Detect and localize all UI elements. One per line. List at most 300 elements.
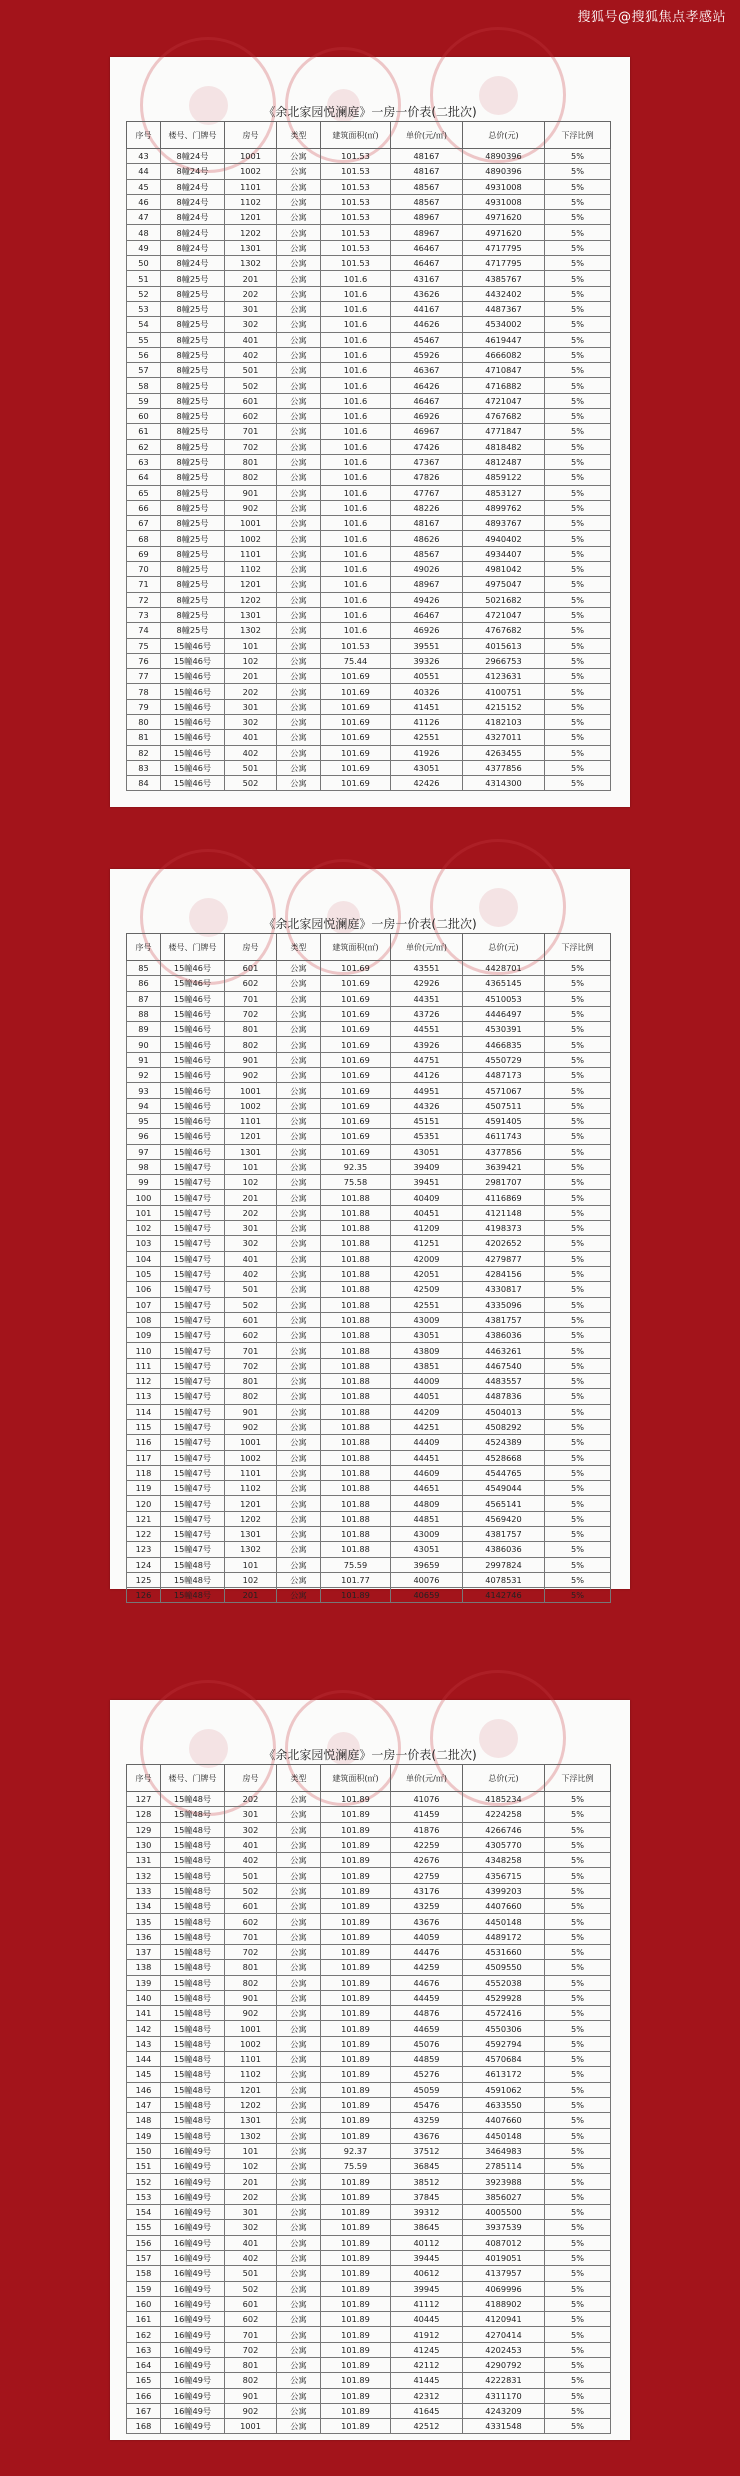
col-room-cell: 501 — [225, 1282, 277, 1297]
col-total-price-cell: 4529928 — [463, 1990, 545, 2005]
col-room-header: 房号 — [225, 1765, 277, 1792]
table-row — [127, 2419, 611, 2434]
col-unit-price-cell: 48567 — [391, 179, 463, 194]
col-area-cell: 101.89 — [321, 2052, 391, 2067]
col-building-cell: 8幢25号 — [161, 607, 225, 622]
col-type-cell: 公寓 — [277, 1159, 321, 1174]
col-area-cell: 101.88 — [321, 1343, 391, 1358]
col-seq-cell: 101 — [127, 1205, 161, 1220]
col-discount-cell: 5% — [545, 607, 611, 622]
table-row — [127, 2159, 611, 2174]
col-unit-price-cell: 43551 — [391, 961, 463, 976]
col-area-cell: 101.53 — [321, 638, 391, 653]
col-seq-cell: 116 — [127, 1435, 161, 1450]
col-seq-cell: 74 — [127, 623, 161, 638]
col-room-cell: 601 — [225, 1312, 277, 1327]
col-type-cell: 公寓 — [277, 546, 321, 561]
col-unit-price-cell: 47767 — [391, 485, 463, 500]
col-building-cell: 15幢47号 — [161, 1236, 225, 1251]
col-total-price-cell: 4467540 — [463, 1358, 545, 1373]
col-building-cell: 8幢25号 — [161, 347, 225, 362]
col-seq-cell: 105 — [127, 1266, 161, 1281]
table-row — [127, 1960, 611, 1975]
col-total-price-cell: 4224258 — [463, 1807, 545, 1822]
table-row — [127, 210, 611, 225]
col-room-cell: 1301 — [225, 607, 277, 622]
table-row — [127, 225, 611, 240]
col-seq-cell: 91 — [127, 1052, 161, 1067]
col-seq-cell: 167 — [127, 2403, 161, 2418]
col-unit-price-cell: 43809 — [391, 1343, 463, 1358]
col-area-cell: 101.89 — [321, 1822, 391, 1837]
col-unit-price-cell: 44951 — [391, 1083, 463, 1098]
col-type-cell: 公寓 — [277, 1175, 321, 1190]
col-total-price-cell: 4078531 — [463, 1572, 545, 1587]
col-total-price-cell: 4450148 — [463, 2128, 545, 2143]
col-total-price-cell: 4116869 — [463, 1190, 545, 1205]
col-total-price-cell: 4019051 — [463, 2250, 545, 2265]
col-area-cell: 101.6 — [321, 286, 391, 301]
table-row — [127, 500, 611, 515]
col-discount-cell: 5% — [545, 516, 611, 531]
col-type-cell: 公寓 — [277, 1190, 321, 1205]
col-unit-price-cell: 48626 — [391, 531, 463, 546]
col-area-cell: 101.6 — [321, 577, 391, 592]
table-title: 《余北家园悦澜庭》一房一价表(二批次) — [263, 105, 477, 119]
col-seq-cell: 51 — [127, 271, 161, 286]
col-building-cell: 15幢47号 — [161, 1481, 225, 1496]
col-room-cell: 102 — [225, 2159, 277, 2174]
table-row — [127, 2266, 611, 2281]
col-total-price-cell: 4432402 — [463, 286, 545, 301]
col-unit-price-cell: 44167 — [391, 301, 463, 316]
price-table — [126, 933, 611, 1603]
col-seq-cell: 83 — [127, 760, 161, 775]
table-row — [127, 1129, 611, 1144]
table-row — [127, 1914, 611, 1929]
col-type-cell: 公寓 — [277, 470, 321, 485]
col-room-cell: 902 — [225, 1419, 277, 1434]
table-row — [127, 1853, 611, 1868]
col-room-cell: 1302 — [225, 256, 277, 271]
col-unit-price-cell: 37512 — [391, 2143, 463, 2158]
col-building-cell: 15幢48号 — [161, 2067, 225, 2082]
col-seq-cell: 49 — [127, 240, 161, 255]
col-type-cell: 公寓 — [277, 1068, 321, 1083]
col-building-cell: 15幢46号 — [161, 1022, 225, 1037]
col-discount-cell: 5% — [545, 623, 611, 638]
col-area-cell: 101.89 — [321, 2205, 391, 2220]
col-total-price-cell: 4859122 — [463, 470, 545, 485]
col-type-cell: 公寓 — [277, 1557, 321, 1572]
col-area-cell: 101.88 — [321, 1526, 391, 1541]
col-area-cell: 101.88 — [321, 1221, 391, 1236]
col-seq-cell: 106 — [127, 1282, 161, 1297]
col-area-cell: 101.89 — [321, 2281, 391, 2296]
col-building-cell: 8幢25号 — [161, 500, 225, 515]
col-seq-header: 序号 — [127, 122, 161, 149]
col-seq-cell: 151 — [127, 2159, 161, 2174]
col-discount-cell: 5% — [545, 1496, 611, 1511]
col-building-cell: 15幢47号 — [161, 1358, 225, 1373]
col-unit-price-cell: 43626 — [391, 286, 463, 301]
col-total-price-cell: 2966753 — [463, 653, 545, 668]
col-room-cell: 501 — [225, 760, 277, 775]
col-room-cell: 401 — [225, 730, 277, 745]
col-area-cell: 101.6 — [321, 301, 391, 316]
table-row — [127, 2113, 611, 2128]
col-seq-cell: 43 — [127, 149, 161, 164]
col-building-cell: 16幢49号 — [161, 2373, 225, 2388]
col-discount-cell: 5% — [545, 1450, 611, 1465]
table-row — [127, 1883, 611, 1898]
col-area-cell: 101.77 — [321, 1572, 391, 1587]
col-room-cell: 1002 — [225, 2036, 277, 2051]
col-discount-cell: 5% — [545, 1465, 611, 1480]
table-row — [127, 2403, 611, 2418]
col-room-cell: 202 — [225, 684, 277, 699]
col-seq-cell: 154 — [127, 2205, 161, 2220]
col-building-cell: 16幢49号 — [161, 2312, 225, 2327]
col-discount-cell: 5% — [545, 1944, 611, 1959]
col-room-cell: 402 — [225, 745, 277, 760]
col-discount-cell: 5% — [545, 2143, 611, 2158]
col-room-cell: 702 — [225, 2342, 277, 2357]
table-row — [127, 470, 611, 485]
col-room-cell: 602 — [225, 2312, 277, 2327]
col-type-cell: 公寓 — [277, 1944, 321, 1959]
table-row — [127, 577, 611, 592]
col-building-cell: 15幢48号 — [161, 1899, 225, 1914]
col-seq-cell: 162 — [127, 2327, 161, 2342]
col-room-cell: 801 — [225, 2357, 277, 2372]
col-type-cell: 公寓 — [277, 2220, 321, 2235]
col-seq-cell: 143 — [127, 2036, 161, 2051]
col-type-cell: 公寓 — [277, 730, 321, 745]
col-discount-cell: 5% — [545, 2312, 611, 2327]
col-total-price-cell: 4182103 — [463, 714, 545, 729]
col-room-cell: 701 — [225, 1343, 277, 1358]
col-area-cell: 101.69 — [321, 714, 391, 729]
col-unit-price-cell: 42051 — [391, 1266, 463, 1281]
col-building-cell: 15幢48号 — [161, 1944, 225, 1959]
col-discount-cell: 5% — [545, 1588, 611, 1603]
col-unit-price-cell: 41245 — [391, 2342, 463, 2357]
col-type-cell: 公寓 — [277, 2250, 321, 2265]
col-type-cell: 公寓 — [277, 179, 321, 194]
col-discount-cell: 5% — [545, 1282, 611, 1297]
col-building-cell: 8幢25号 — [161, 531, 225, 546]
table-row — [127, 592, 611, 607]
col-unit-price-cell: 41445 — [391, 2373, 463, 2388]
col-type-cell: 公寓 — [277, 2296, 321, 2311]
col-total-price-cell: 4812487 — [463, 454, 545, 469]
col-area-cell: 101.69 — [321, 961, 391, 976]
table-row — [127, 1144, 611, 1159]
col-type-cell: 公寓 — [277, 2419, 321, 2434]
table-row — [127, 1822, 611, 1837]
col-room-cell: 102 — [225, 1572, 277, 1587]
col-building-cell: 15幢48号 — [161, 1792, 225, 1807]
col-total-price-header: 总价(元) — [463, 934, 545, 961]
table-row — [127, 546, 611, 561]
col-type-cell: 公寓 — [277, 393, 321, 408]
col-area-cell: 101.53 — [321, 225, 391, 240]
col-type-cell: 公寓 — [277, 2097, 321, 2112]
col-type-cell: 公寓 — [277, 684, 321, 699]
col-unit-price-cell: 42551 — [391, 730, 463, 745]
col-area-cell: 101.6 — [321, 531, 391, 546]
col-room-cell: 1301 — [225, 1144, 277, 1159]
col-total-price-cell: 4591062 — [463, 2082, 545, 2097]
col-seq-cell: 77 — [127, 669, 161, 684]
col-discount-cell: 5% — [545, 1975, 611, 1990]
col-total-price-cell: 4717795 — [463, 256, 545, 271]
col-seq-cell: 149 — [127, 2128, 161, 2143]
col-seq-cell: 145 — [127, 2067, 161, 2082]
col-area-cell: 101.88 — [321, 1496, 391, 1511]
col-area-cell: 101.88 — [321, 1190, 391, 1205]
col-total-price-cell: 4940402 — [463, 531, 545, 546]
col-room-cell: 201 — [225, 271, 277, 286]
col-total-price-cell: 4716882 — [463, 378, 545, 393]
col-type-cell: 公寓 — [277, 2189, 321, 2204]
table-row — [127, 2097, 611, 2112]
col-building-cell: 15幢48号 — [161, 1588, 225, 1603]
col-discount-cell: 5% — [545, 1251, 611, 1266]
col-seq-cell: 159 — [127, 2281, 161, 2296]
col-unit-price-cell: 44259 — [391, 1960, 463, 1975]
col-seq-cell: 47 — [127, 210, 161, 225]
col-discount-cell: 5% — [545, 240, 611, 255]
col-room-cell: 702 — [225, 1006, 277, 1021]
col-unit-price-cell: 44626 — [391, 317, 463, 332]
table-row — [127, 485, 611, 500]
table-row — [127, 347, 611, 362]
col-seq-cell: 139 — [127, 1975, 161, 1990]
table-row — [127, 409, 611, 424]
col-unit-price-cell: 39445 — [391, 2250, 463, 2265]
col-building-cell: 15幢47号 — [161, 1221, 225, 1236]
col-room-cell: 501 — [225, 1868, 277, 1883]
table-row — [127, 1190, 611, 1205]
col-total-price-cell: 4721047 — [463, 393, 545, 408]
col-building-cell: 15幢47号 — [161, 1419, 225, 1434]
col-seq-cell: 168 — [127, 2419, 161, 2434]
col-total-price-cell: 4123631 — [463, 669, 545, 684]
table-row — [127, 531, 611, 546]
col-total-price-cell: 4971620 — [463, 210, 545, 225]
table-row — [127, 1899, 611, 1914]
table-row — [127, 1807, 611, 1822]
col-discount-cell: 5% — [545, 2235, 611, 2250]
col-total-price-cell: 4305770 — [463, 1837, 545, 1852]
col-discount-cell: 5% — [545, 225, 611, 240]
col-area-cell: 101.89 — [321, 2342, 391, 2357]
table-row — [127, 256, 611, 271]
table-row — [127, 1837, 611, 1852]
col-unit-price-cell: 44809 — [391, 1496, 463, 1511]
col-discount-cell: 5% — [545, 1389, 611, 1404]
col-seq-cell: 71 — [127, 577, 161, 592]
col-total-price-cell: 4290792 — [463, 2357, 545, 2372]
col-type-cell: 公寓 — [277, 1419, 321, 1434]
col-type-cell: 公寓 — [277, 1113, 321, 1128]
col-discount-cell: 5% — [545, 961, 611, 976]
col-building-cell: 15幢48号 — [161, 1572, 225, 1587]
col-building-cell: 16幢49号 — [161, 2342, 225, 2357]
col-building-cell: 15幢47号 — [161, 1312, 225, 1327]
col-type-cell: 公寓 — [277, 2373, 321, 2388]
table-row — [127, 1052, 611, 1067]
col-type-cell: 公寓 — [277, 1083, 321, 1098]
col-room-cell: 302 — [225, 317, 277, 332]
col-building-cell: 15幢46号 — [161, 961, 225, 976]
col-room-cell: 1102 — [225, 2067, 277, 2082]
col-unit-price-cell: 47826 — [391, 470, 463, 485]
col-room-cell: 101 — [225, 638, 277, 653]
col-area-cell: 101.88 — [321, 1282, 391, 1297]
col-room-cell: 1102 — [225, 562, 277, 577]
col-building-cell: 15幢48号 — [161, 1868, 225, 1883]
col-room-cell: 1001 — [225, 1083, 277, 1098]
col-unit-price-cell: 44009 — [391, 1374, 463, 1389]
col-type-cell: 公寓 — [277, 1266, 321, 1281]
col-discount-cell: 5% — [545, 2327, 611, 2342]
table-row — [127, 194, 611, 209]
col-room-cell: 802 — [225, 1037, 277, 1052]
table-row — [127, 961, 611, 976]
col-unit-price-cell: 46467 — [391, 607, 463, 622]
table-row — [127, 1113, 611, 1128]
col-seq-cell: 144 — [127, 2052, 161, 2067]
col-room-cell: 301 — [225, 699, 277, 714]
col-discount-cell: 5% — [545, 2159, 611, 2174]
table-row — [127, 1465, 611, 1480]
col-building-cell: 8幢25号 — [161, 562, 225, 577]
col-type-cell: 公寓 — [277, 1542, 321, 1557]
col-building-cell: 15幢47号 — [161, 1542, 225, 1557]
col-seq-cell: 124 — [127, 1557, 161, 1572]
col-discount-cell: 5% — [545, 2036, 611, 2051]
col-type-cell: 公寓 — [277, 2159, 321, 2174]
col-type-cell: 公寓 — [277, 1822, 321, 1837]
table-row — [127, 2220, 611, 2235]
col-room-cell: 601 — [225, 1899, 277, 1914]
col-unit-price-cell: 39409 — [391, 1159, 463, 1174]
col-type-cell: 公寓 — [277, 1883, 321, 1898]
col-room-cell: 1001 — [225, 2419, 277, 2434]
col-type-cell: 公寓 — [277, 592, 321, 607]
col-building-cell: 15幢46号 — [161, 1052, 225, 1067]
col-unit-price-cell: 43051 — [391, 760, 463, 775]
col-unit-price-cell: 49426 — [391, 592, 463, 607]
col-room-cell: 1101 — [225, 2052, 277, 2067]
col-building-header: 楼号、门牌号 — [161, 934, 225, 961]
col-area-cell: 101.6 — [321, 485, 391, 500]
col-building-cell: 16幢49号 — [161, 2281, 225, 2296]
col-total-price-cell: 4572416 — [463, 2006, 545, 2021]
col-discount-cell: 5% — [545, 1853, 611, 1868]
col-area-cell: 101.89 — [321, 2067, 391, 2082]
col-total-price-cell: 4510053 — [463, 991, 545, 1006]
col-building-cell: 15幢48号 — [161, 1960, 225, 1975]
col-type-cell: 公寓 — [277, 317, 321, 332]
table-row — [127, 1068, 611, 1083]
col-type-cell: 公寓 — [277, 1837, 321, 1852]
col-building-cell: 15幢46号 — [161, 976, 225, 991]
col-building-cell: 15幢48号 — [161, 1853, 225, 1868]
col-unit-price-cell: 48967 — [391, 577, 463, 592]
col-area-cell: 101.89 — [321, 2128, 391, 2143]
col-room-cell: 501 — [225, 363, 277, 378]
col-total-price-cell: 4428701 — [463, 961, 545, 976]
col-type-cell: 公寓 — [277, 2052, 321, 2067]
col-area-cell: 101.88 — [321, 1450, 391, 1465]
col-unit-price-cell: 38645 — [391, 2220, 463, 2235]
col-type-cell: 公寓 — [277, 623, 321, 638]
table-row — [127, 1588, 611, 1603]
col-discount-header: 下浮比例 — [545, 1765, 611, 1792]
col-area-cell: 101.89 — [321, 1883, 391, 1898]
col-seq-cell: 80 — [127, 714, 161, 729]
table-row — [127, 1297, 611, 1312]
col-area-header: 建筑面积(㎡) — [321, 122, 391, 149]
col-room-cell: 1001 — [225, 2021, 277, 2036]
col-seq-cell: 60 — [127, 409, 161, 424]
col-discount-cell: 5% — [545, 2174, 611, 2189]
col-room-cell: 1002 — [225, 164, 277, 179]
col-discount-header: 下浮比例 — [545, 934, 611, 961]
col-room-cell: 302 — [225, 2220, 277, 2235]
col-building-cell: 16幢49号 — [161, 2403, 225, 2418]
col-discount-cell: 5% — [545, 2373, 611, 2388]
table-row — [127, 2128, 611, 2143]
col-area-cell: 101.69 — [321, 1052, 391, 1067]
col-room-cell: 301 — [225, 301, 277, 316]
col-total-price-cell: 4407660 — [463, 2113, 545, 2128]
col-seq-cell: 52 — [127, 286, 161, 301]
col-area-cell: 101.88 — [321, 1481, 391, 1496]
col-type-cell: 公寓 — [277, 2388, 321, 2403]
col-discount-header: 下浮比例 — [545, 122, 611, 149]
col-room-cell: 1201 — [225, 210, 277, 225]
col-area-cell: 101.89 — [321, 1792, 391, 1807]
col-unit-price-cell: 44051 — [391, 1389, 463, 1404]
col-total-price-cell: 4550729 — [463, 1052, 545, 1067]
col-unit-price-cell: 39659 — [391, 1557, 463, 1572]
table-row — [127, 1098, 611, 1113]
col-area-cell: 101.6 — [321, 378, 391, 393]
col-room-cell: 601 — [225, 2296, 277, 2311]
col-area-cell: 101.89 — [321, 2036, 391, 2051]
col-total-price-cell: 4487836 — [463, 1389, 545, 1404]
col-type-cell: 公寓 — [277, 1496, 321, 1511]
col-area-cell: 101.69 — [321, 684, 391, 699]
col-room-cell: 901 — [225, 2388, 277, 2403]
col-unit-price-cell: 44851 — [391, 1511, 463, 1526]
col-room-cell: 601 — [225, 961, 277, 976]
col-seq-cell: 56 — [127, 347, 161, 362]
col-total-price-cell: 4524389 — [463, 1435, 545, 1450]
col-room-cell: 102 — [225, 1175, 277, 1190]
col-room-cell: 902 — [225, 2403, 277, 2418]
col-area-cell: 92.35 — [321, 1159, 391, 1174]
col-area-cell: 101.89 — [321, 2296, 391, 2311]
col-type-header: 类型 — [277, 934, 321, 961]
col-total-price-cell: 4931008 — [463, 194, 545, 209]
col-total-price-cell: 4407660 — [463, 1899, 545, 1914]
